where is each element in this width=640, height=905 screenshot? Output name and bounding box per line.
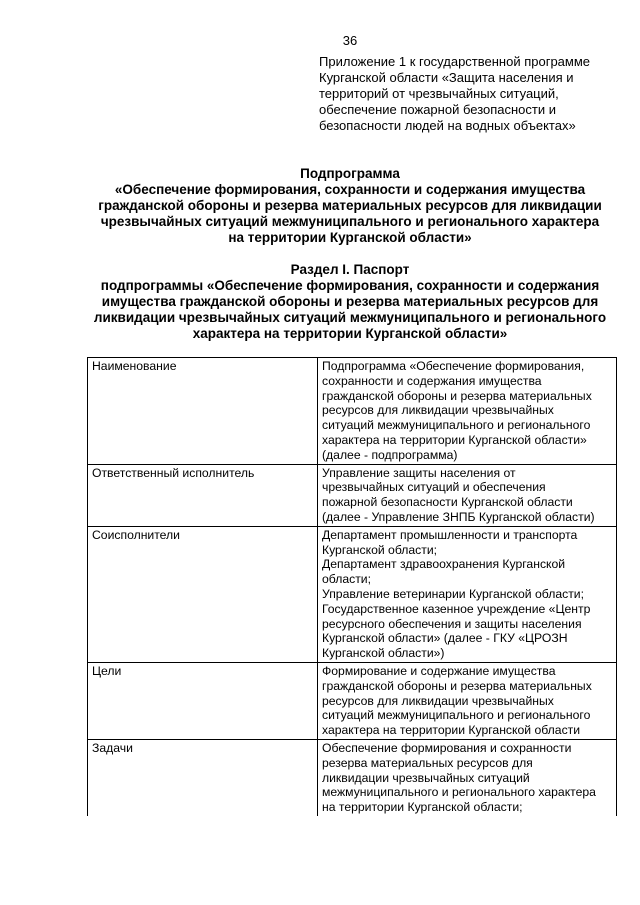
passport-row [88,739,617,815]
passport-value-line: Формирование и содержание имущества [322,663,556,678]
passport-label: Задачи [88,739,318,815]
page-number: 36 [342,33,358,48]
passport-value-line: Курганской области; [322,542,438,557]
passport-value-line: ресурсов для ликвидации чрезвычайных [322,403,554,418]
section-title [60,262,640,342]
passport-value-line: Курганской области») [322,646,445,661]
section-title-line: подпрограммы «Обеспечение формирования, сохранности и содержания [100,278,600,293]
passport-value-line: пожарной безопасности Курганской области [322,495,573,510]
passport-row [88,526,617,662]
passport-value-line: Управление защиты населения от [322,465,516,480]
passport-value-line: Курганской области» (далее - ГКУ «ЦРОЗН [322,631,568,646]
passport-label: Соисполнители [88,526,318,662]
appendix-line: территорий от чрезвычайных ситуаций, [319,86,559,101]
passport-value [318,662,617,739]
passport-value-line: ситуаций межмуниципального и регионального [322,708,591,723]
appendix-line: безопасности людей на водных объектах» [319,118,576,133]
passport-value-line: ресурсного обеспечения и защиты населения [322,616,582,631]
section-title-line: имущества гражданской обороны и резерва материальных ресурсов для [101,294,599,309]
passport-value [318,739,617,815]
passport-row [88,662,617,739]
passport-row [88,358,617,465]
passport-value-line: гражданской обороны и резерва материальных [322,678,592,693]
passport-value-line: ликвидации чрезвычайных ситуаций [322,770,530,785]
subprogram-title-line: Подпрограмма [300,166,400,181]
passport-value-line: на территории Курганской области; [322,800,523,815]
passport-value-line: Обеспечение формирования и сохранности [322,740,572,755]
passport-label: Ответственный исполнитель [88,464,318,526]
appendix-note [319,54,619,134]
passport-value-line: резерва материальных ресурсов для [322,755,533,770]
subprogram-title-line: чрезвычайных ситуаций межмуниципального и регионального характера [100,214,600,229]
passport-value-line: сохранности и содержания имущества [322,373,542,388]
passport-value-line: ресурсов для ликвидации чрезвычайных [322,693,554,708]
passport-value-line: Управление ветеринарии Курганской области; [322,586,584,601]
passport-value [318,358,617,465]
passport-value-line: ситуаций межмуниципального и регионального [322,418,591,433]
passport-value-line: Государственное казенное учреждение «Центр [322,601,591,616]
passport-value-line: характера на территории Курганской области [322,723,581,738]
passport-value-line: Департамент здравоохранения Курганской [322,557,566,572]
passport-value-line: Департамент промышленности и транспорта [322,527,578,542]
section-title-line: характера на территории Курганской области» [192,326,508,341]
passport-value-line: (далее - Управление ЗНПБ Курганской области) [322,509,595,524]
appendix-line: Приложение 1 к государственной программе [319,54,591,69]
passport-value-line: межмуниципального и регионального характера [322,785,596,800]
passport-table-body [88,358,617,816]
subprogram-title-line: гражданской обороны и резерва материальных ресурсов для ликвидации [98,198,602,213]
passport-value-line: области; [322,572,371,587]
appendix-line: обеспечение пожарной безопасности и [319,102,557,117]
subprogram-title [60,166,640,246]
passport-value-line: (далее - подпрограмма) [322,447,458,462]
appendix-line: Курганской области «Защита населения и [319,70,574,85]
passport-value-line: Подпрограмма «Обеспечение формирования, [322,359,585,373]
passport-value-line: гражданской обороны и резерва материальных [322,388,592,403]
passport-label: Цели [88,662,318,739]
passport-value [318,464,617,526]
section-title-line: ликвидации чрезвычайных ситуаций межмуниципального и регионального [93,310,607,325]
passport-row [88,464,617,526]
subprogram-title-line: на территории Курганской области» [228,230,472,245]
passport-label: Наименование [88,358,318,465]
passport-value [318,526,617,662]
subprogram-title-line: «Обеспечение формирования, сохранности и содержания имущества [114,182,586,197]
passport-value-line: чрезвычайных ситуаций и обеспечения [322,480,546,495]
passport-value-line: характера на территории Курганской области» [322,432,587,447]
section-title-line: Раздел I. Паспорт [290,262,410,277]
passport-table [87,357,617,816]
